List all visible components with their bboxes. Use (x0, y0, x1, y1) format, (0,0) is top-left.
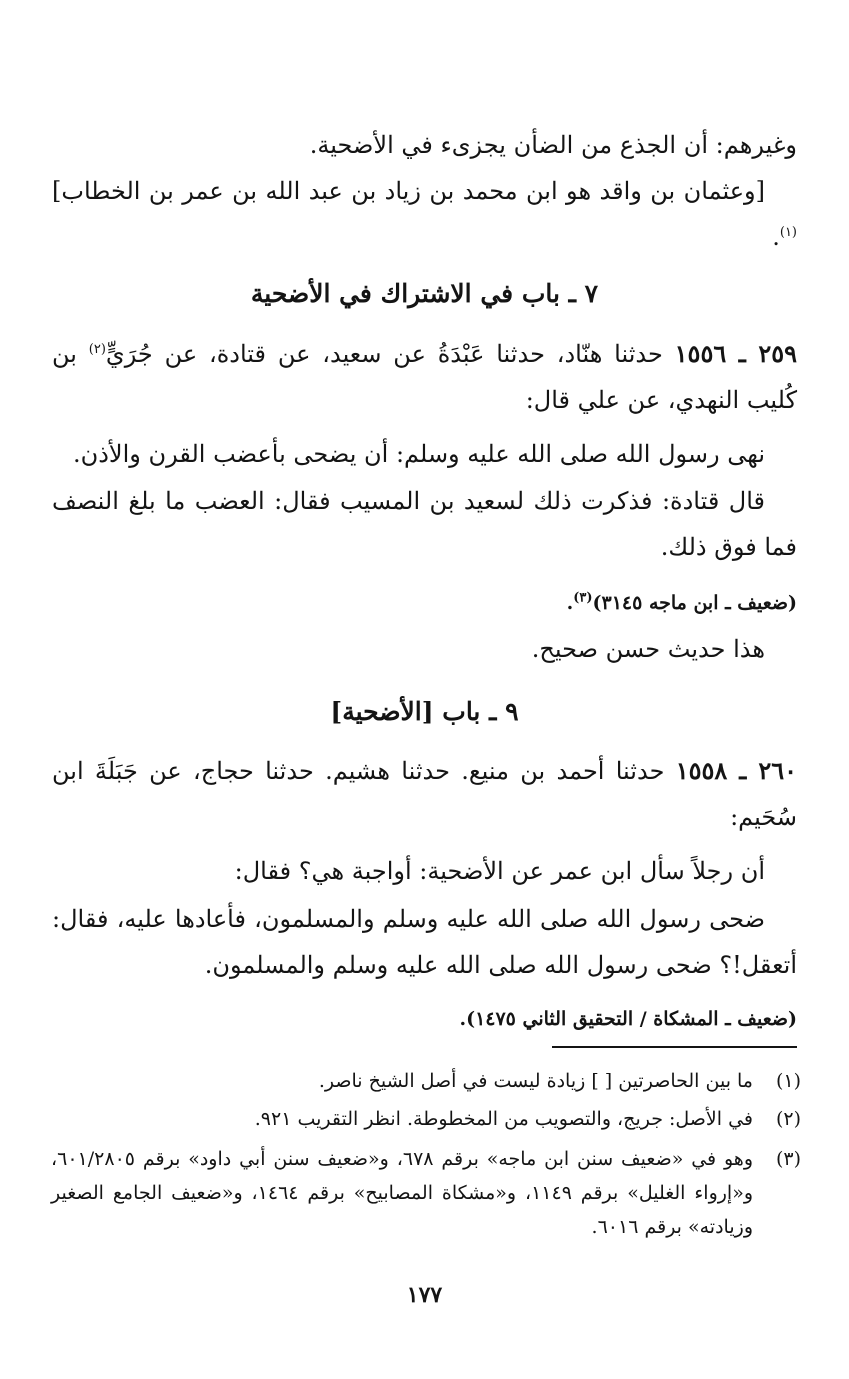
hadith-259-verdict: هذا حديث حسن صحيح. (531, 635, 765, 663)
footnote-number: (١) (775, 1070, 801, 1092)
hadith-259-commentary: قال قتادة: فذكرت ذلك لسعيد بن المسيب فقال: العضب ما بلغ النصف فما فوق ذلك. (52, 487, 797, 561)
footnote-number: (٢) (775, 1108, 801, 1130)
footnote-text: ما بين الحاصرتين [ ] زيادة ليست في أصل الشيخ ناصر. (318, 1070, 753, 1092)
hadith-259-chain: ٢٥٩ ـ ١٥٥٦ حدثنا هنّاد، حدثنا عَبْدَةُ عن سعيد، عن قتادة، عن جُرَيٍّ$^{(٢)}$ بن كُليب النهدي، عن علي قال: (52, 339, 797, 414)
hadith-259-grading: (ضعيف ـ ابن ماجه ٣١٤٥)$^{(٣)}$. (566, 590, 797, 614)
chapter-heading-9: ٩ ـ باب [الأضحية] (330, 697, 519, 726)
hadith-260-answer: ضحى رسول الله صلى الله عليه وسلم والمسلمون، فأعادها عليه، فقال: أتعقل!؟ ضحى رسول الله صلى الله عليه وسلم والمسلمون. (52, 905, 797, 979)
footnote-2 (51, 1102, 801, 1136)
hadith-number: ٢٦٠ ـ ١٥٥٨ (675, 756, 797, 785)
chapter-heading-7: ٧ ـ باب في الاشتراك في الأضحية (250, 279, 599, 308)
footnote-text: وهو في «ضعيف سنن ابن ماجه» برقم ٦٧٨، و«ضعيف سنن أبي داود» برقم ٦٠١/٢٨٠٥، و«إرواء الغليل» برقم ١١٤٩، و«مشكاة المصابيح» برقم ١٤٦٤، و«ضعيف الجامع الصغير وزيادته» برقم ٦٠١٦. (51, 1148, 753, 1238)
page-number: ١٧٧ (406, 1282, 443, 1308)
footnote-3 (51, 1142, 801, 1244)
footnote-number: (٣) (775, 1148, 801, 1170)
paragraph-opening (52, 122, 797, 168)
footnote-ref-1: (١) (779, 225, 797, 240)
footnote-divider (552, 1046, 797, 1048)
footnote-ref-2: (٢) (88, 342, 106, 357)
paragraph-text: وغيرهم: أن الجذع من الضأن يجزىء في الأضحية. (309, 131, 797, 159)
hadith-260-grading: (ضعيف ـ المشكاة / التحقيق الثاني ١٤٧٥). (459, 1008, 797, 1030)
hadith-number: ٢٥٩ ـ ١٥٥٦ (674, 339, 797, 368)
footnote-text: في الأصل: جريج، والتصويب من المخطوطة. انظر التقريب ٩٢١. (254, 1108, 753, 1130)
hadith-260-chain: ٢٦٠ ـ ١٥٥٨ حدثنا أحمد بن منيع. حدثنا هشيم. حدثنا حجاج، عن جَبَلَةَ ابن سُحَيم: (52, 756, 797, 831)
footnote-ref-3: (٣) (573, 590, 593, 606)
footnote-1 (51, 1064, 801, 1098)
paragraph-bracket-note: [وعثمان بن واقد هو ابن محمد بن زياد بن عبد الله بن عمر بن الخطاب]$^{(١)}$. (52, 177, 797, 251)
hadith-259-text: نهى رسول الله صلى الله عليه وسلم: أن يضحى بأعضب القرن والأذن. (72, 440, 765, 468)
paragraph-text: [وعثمان بن واقد هو ابن محمد بن زياد بن عبد الله بن عمر بن الخطاب] (52, 177, 765, 205)
hadith-260-question: أن رجلاً سأل ابن عمر عن الأضحية: أواجبة هي؟ فقال: (234, 857, 765, 885)
